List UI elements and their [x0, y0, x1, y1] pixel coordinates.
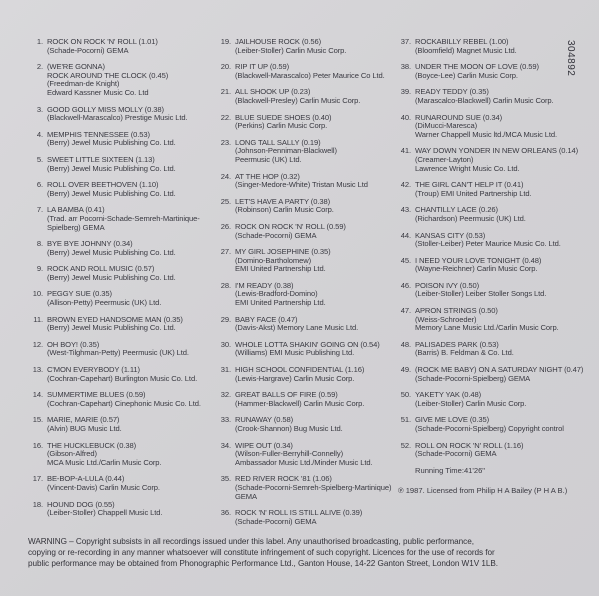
track-item	[398, 206, 578, 223]
track-number: 40.	[400, 112, 411, 122]
track-number: 7.	[36, 205, 43, 215]
track-credit: (Perkins) Carlin Music Corp.	[235, 121, 328, 131]
track-title: PEGGY SUE (0.35)	[47, 289, 112, 299]
track-credit: (Schade-Pocorni) GEMA	[235, 516, 317, 526]
track-title: RED RIVER ROCK '81 (1.06)	[235, 474, 332, 484]
track-number: 12.	[32, 339, 43, 349]
track-credit: (Trad. arr Pocorni-Schade-Semreh-Martinique-	[47, 213, 200, 223]
track-credit: (Leiber-Stoller) Carlin Music Corp.	[235, 45, 347, 55]
track-item	[218, 88, 396, 105]
track-title: HOUND DOG (0.55)	[47, 499, 115, 509]
track-title: ROCK 'N' ROLL IS STILL ALIVE (0.39)	[235, 508, 363, 518]
track-credit: (Singer-Medore-White) Tristan Music Ltd	[235, 180, 368, 190]
track-item	[218, 63, 396, 80]
track-item	[398, 88, 578, 105]
track-title: HIGH SCHOOL CONFIDENTIAL (1.16)	[235, 365, 365, 375]
track-item	[218, 223, 396, 240]
track-column-2	[218, 38, 396, 534]
track-credit: (Hammer-Blackwell) Carlin Music Corp.	[235, 398, 365, 408]
track-credit: ROCK AROUND THE CLOCK (0.45)	[47, 70, 169, 80]
track-item	[218, 38, 396, 55]
track-credit: (Stoller-Leiber) Peter Maurice Music Co. Ltd.	[415, 239, 561, 249]
track-number: 10.	[32, 289, 43, 299]
track-credit: (Lewis-Hargrave) Carlin Music Corp.	[235, 373, 355, 383]
track-credit: (Blackwell-Presley) Carlin Music Corp.	[235, 95, 361, 105]
track-title: ROCK ON ROCK 'N' ROLL (1.01)	[47, 37, 158, 46]
track-item	[398, 416, 578, 433]
track-item	[30, 181, 208, 198]
track-credit: (Alvin) BUG Music Ltd.	[47, 424, 122, 433]
track-number: 48.	[400, 339, 411, 349]
track-number: 1.	[36, 37, 43, 46]
track-credit: (Barris) B. Feldman & Co. Ltd.	[415, 348, 514, 358]
track-number: 9.	[36, 264, 43, 274]
track-item	[30, 341, 208, 358]
track-credit: Spielberg) GEMA	[47, 222, 105, 232]
track-number: 29.	[220, 314, 231, 324]
track-title: THE GIRL CAN'T HELP IT (0.41)	[415, 180, 524, 190]
track-credit: (Berry) Jewel Music Publishing Co. Ltd.	[47, 247, 176, 257]
track-title: ALL SHOOK UP (0.23)	[235, 87, 311, 97]
track-title: READY TEDDY (0.35)	[415, 87, 489, 97]
track-credit: (Davis-Akst) Memory Lane Music Ltd.	[235, 323, 359, 333]
track-title: LA BAMBA (0.41)	[47, 205, 105, 215]
track-credit: (Leiber-Stoller) Leiber Stoller Songs Ltd.	[415, 289, 547, 299]
track-title: (WE'RE GONNA)	[47, 62, 105, 72]
track-credit: (Johnson-Penniman-Blackwell)	[235, 146, 337, 156]
track-number: 11.	[33, 314, 43, 324]
track-number: 32.	[220, 390, 231, 400]
warning-line: WARNING – Copyright subsists in all recordings issued under this label. Any unauthorised broadcasting, public performance,	[28, 537, 474, 546]
track-title: POISON IVY (0.50)	[415, 280, 479, 290]
track-item	[30, 156, 208, 173]
track-item	[398, 282, 578, 299]
track-credit: Ambassador Music Ltd./Minder Music Ltd.	[235, 457, 373, 467]
track-credit: (Weiss-Schroeder)	[415, 314, 477, 324]
licence-note: ℗ 1987. Licensed from Philip H A Bailey (P H A B.)	[398, 486, 568, 496]
track-credit: MCA Music Ltd./Carlin Music Corp.	[47, 457, 162, 467]
track-number: 50.	[400, 390, 411, 400]
track-item	[398, 63, 578, 80]
track-title: BYE BYE JOHNNY (0.34)	[47, 239, 133, 249]
track-credit: (Schade-Pocorni-Spielberg) GEMA	[415, 373, 531, 383]
track-item	[218, 248, 396, 274]
track-number: 30.	[220, 339, 231, 349]
track-number: 44.	[400, 230, 411, 240]
track-title: ROCK ON ROCK 'N' ROLL (0.59)	[235, 221, 346, 231]
track-item	[30, 131, 208, 148]
track-credit: Edward Kassner Music Co. Ltd	[47, 87, 149, 97]
track-item	[30, 366, 208, 383]
track-item	[30, 265, 208, 282]
track-number: 46.	[400, 280, 411, 290]
track-item	[218, 509, 396, 526]
track-item	[398, 391, 578, 408]
track-credit: EMI United Partnership Ltd.	[235, 264, 326, 274]
track-credit: (Wilson-Fuller-Berryhill-Connelly)	[235, 449, 343, 459]
track-credit: (Schade-Pocorni) GEMA	[235, 230, 317, 240]
track-title: RIP IT UP (0.59)	[235, 62, 290, 72]
track-title: (ROCK ME BABY) ON A SATURDAY NIGHT (0.47)	[415, 365, 584, 375]
track-number: 31.	[220, 365, 231, 375]
track-credit: (Richardson) Peermusic (UK) Ltd.	[415, 213, 526, 223]
track-title: UNDER THE MOON OF LOVE (0.59)	[415, 62, 539, 72]
track-credit: (Crook-Shannon) Bug Music Ltd.	[235, 424, 343, 433]
track-title: GIVE ME LOVE (0.35)	[415, 415, 490, 425]
track-number: 36.	[220, 508, 231, 518]
track-item	[218, 282, 396, 308]
track-item	[30, 290, 208, 307]
track-item	[398, 232, 578, 249]
track-item	[30, 501, 208, 518]
track-item	[30, 240, 208, 257]
track-credit: (Schade-Pocorni) GEMA	[47, 45, 129, 55]
track-title: ROLL OVER BEETHOVEN (1.10)	[47, 180, 159, 190]
track-credit: EMI United Partnership Ltd.	[235, 298, 326, 308]
track-credit: (Bloomfield) Magnet Music Ltd.	[415, 45, 517, 55]
track-title: APRON STRINGS (0.50)	[415, 306, 498, 316]
track-credit: (Lewis-Bradford-Domino)	[235, 289, 318, 299]
track-credit: (Cochran-Capehart) Burlington Music Co. Ltd.	[47, 373, 198, 383]
track-item	[218, 416, 396, 433]
track-credit: (Berry) Jewel Music Publishing Co. Ltd.	[47, 272, 176, 282]
track-number: 47.	[400, 306, 411, 316]
track-item	[218, 341, 396, 358]
track-credit: GEMA	[235, 491, 257, 501]
track-item	[398, 114, 578, 140]
track-title: C'MON EVERYBODY (1.11)	[47, 365, 140, 375]
track-number: 5.	[36, 154, 43, 164]
track-credit: (Blackwell-Marascalco) Peter Maurice Co Ltd.	[235, 70, 385, 80]
track-item	[398, 442, 578, 459]
track-number: 19.	[220, 37, 231, 46]
track-item	[218, 114, 396, 131]
track-item	[30, 391, 208, 408]
track-number: 28.	[220, 280, 231, 290]
track-title: RUNAROUND SUE (0.34)	[415, 112, 503, 122]
track-title: SUMMERTIME BLUES (0.59)	[47, 390, 146, 400]
track-number: 23.	[220, 137, 231, 147]
track-title: WIPE OUT (0.34)	[235, 440, 293, 450]
track-credit: (Schade-Pocorni-Semreh-Spielberg-Martinique)	[235, 482, 392, 492]
track-item	[398, 307, 578, 333]
track-number: 45.	[400, 255, 411, 265]
track-number: 15.	[32, 415, 43, 425]
track-title: MEMPHIS TENNESSEE (0.53)	[47, 129, 150, 139]
track-number: 27.	[220, 247, 231, 257]
track-number: 17.	[32, 474, 43, 484]
track-credit: (Blackwell-Marascalco) Prestige Music Ltd.	[47, 113, 188, 123]
track-credit: (DiMucci-Maresca)	[415, 121, 478, 131]
track-title: PALISADES PARK (0.53)	[415, 339, 499, 349]
track-item	[218, 475, 396, 501]
track-title: JAILHOUSE ROCK (0.56)	[235, 37, 322, 46]
track-title: YAKETY YAK (0.48)	[415, 390, 482, 400]
track-credit: (Leiber-Stoller) Carlin Music Corp.	[415, 398, 527, 408]
track-number: 51.	[400, 415, 411, 425]
track-item	[218, 198, 396, 215]
track-credit: (Berry) Jewel Music Publishing Co. Ltd.	[47, 323, 176, 333]
track-item	[218, 366, 396, 383]
track-credit: (Boyce-Lee) Carlin Music Corp.	[415, 70, 518, 80]
track-number: 22.	[220, 112, 231, 122]
track-title: BLUE SUEDE SHOES (0.40)	[235, 112, 332, 122]
track-number: 49.	[400, 365, 411, 375]
track-title: RUNAWAY (0.58)	[235, 415, 294, 425]
track-item	[218, 442, 396, 468]
track-number: 35.	[220, 474, 231, 484]
track-title: I'M READY (0.38)	[235, 280, 294, 290]
running-time: Running Time:41'26"	[415, 465, 486, 475]
track-number: 34.	[220, 440, 231, 450]
track-title: GOOD GOLLY MISS MOLLY (0.38)	[47, 104, 164, 114]
track-item	[218, 391, 396, 408]
track-credit: (Berry) Jewel Music Publishing Co. Ltd.	[47, 188, 176, 198]
track-number: 24.	[220, 171, 231, 181]
track-item	[218, 173, 396, 190]
track-credit: (Williams) EMI Music Publishing Ltd.	[235, 348, 355, 358]
track-title: MARIE, MARIE (0.57)	[47, 415, 120, 425]
track-credit: (Cochran-Capehart) Cinephonic Music Co. Ltd.	[47, 398, 201, 408]
track-item	[30, 63, 208, 97]
track-item	[30, 416, 208, 433]
track-credit: (West-Tilghman-Petty) Peermusic (UK) Ltd.	[47, 348, 189, 358]
copyright-warning	[28, 537, 573, 569]
track-credit: (Robinson) Carlin Music Corp.	[235, 205, 334, 215]
track-number: 14.	[32, 390, 43, 400]
track-item	[30, 106, 208, 123]
track-number: 38.	[400, 62, 411, 72]
track-title: I NEED YOUR LOVE TONIGHT (0.48)	[415, 255, 542, 265]
track-credit: (Vincent-Davis) Carlin Music Corp.	[47, 482, 160, 492]
track-title: OH BOY! (0.35)	[47, 339, 100, 349]
track-credit: Warner Chappell Music ltd./MCA Music Ltd.	[415, 129, 558, 139]
track-credit: Memory Lane Music Ltd./Carlin Music Corp.	[415, 323, 559, 333]
track-credit: Peermusic (UK) Ltd.	[235, 154, 302, 164]
track-item	[218, 316, 396, 333]
track-column-3	[398, 37, 584, 496]
warning-line: public performance may be obtained from Phonographic Performance Ltd., Ganton House, 14-22 Ganton Street, London W1V 1LB.	[28, 558, 499, 568]
track-title: WAY DOWN YONDER IN NEW ORLEANS (0.14)	[415, 146, 579, 156]
track-number: 39.	[400, 87, 411, 97]
track-item	[30, 475, 208, 492]
track-title: MY GIRL JOSEPHINE (0.35)	[235, 247, 331, 257]
track-item	[398, 147, 578, 173]
track-title: THE HUCKLEBUCK (0.38)	[47, 440, 137, 450]
track-credit: (Domino-Bartholomew)	[235, 255, 312, 265]
track-number: 52.	[400, 440, 411, 450]
track-credit: (Marascalco-Blackwell) Carlin Music Corp.	[415, 95, 554, 105]
track-number: 37.	[400, 37, 411, 46]
track-number: 3.	[36, 104, 43, 114]
track-title: SWEET LITTLE SIXTEEN (1.13)	[47, 154, 155, 164]
track-title: GREAT BALLS OF FIRE (0.59)	[235, 390, 338, 400]
track-credit: (Gibson-Alfred)	[47, 449, 97, 459]
track-number: 25.	[220, 196, 231, 206]
track-title: WHOLE LOTTA SHAKIN' GOING ON (0.54)	[235, 339, 380, 349]
track-credit: (Wayne-Reichner) Carlin Music Corp.	[415, 264, 538, 274]
track-number: 4.	[36, 129, 43, 139]
track-column-1	[30, 38, 208, 526]
track-credit: (Berry) Jewel Music Publishing Co. Ltd.	[47, 138, 176, 148]
track-credit: (Freedman-de Knight)	[47, 79, 120, 89]
track-credit: (Schade-Pocorni-Spielberg) Copyright control	[415, 424, 564, 433]
track-number: 6.	[36, 180, 43, 190]
track-item	[218, 139, 396, 165]
track-item	[30, 206, 208, 232]
track-number: 42.	[400, 180, 411, 190]
track-number: 8.	[36, 239, 43, 249]
track-title: BABY FACE (0.47)	[235, 314, 298, 324]
track-number: 43.	[400, 205, 411, 215]
track-number: 26.	[220, 221, 231, 231]
track-number: 41.	[400, 146, 411, 156]
track-item	[30, 442, 208, 468]
track-credit: (Berry) Jewel Music Publishing Co. Ltd.	[47, 163, 176, 173]
track-title: AT THE HOP (0.32)	[235, 171, 300, 181]
track-item	[398, 341, 578, 358]
catalog-number: 304892	[565, 40, 576, 77]
track-title: BROWN EYED HANDSOME MAN (0.35)	[47, 314, 183, 324]
track-number: 18.	[32, 499, 43, 509]
track-title: ROLL ON ROCK 'N' ROLL (1.16)	[415, 440, 524, 450]
track-number: 16.	[32, 440, 43, 450]
track-credit: (Schade-Pocorni) GEMA	[415, 449, 497, 459]
track-item	[30, 38, 208, 55]
track-title: ROCKABILLY REBEL (1.00)	[415, 37, 509, 46]
track-title: KANSAS CITY (0.53)	[415, 230, 486, 240]
track-item	[398, 181, 578, 198]
track-title: LONG TALL SALLY (0.19)	[235, 137, 321, 147]
track-title: CHANTILLY LACE (0.26)	[415, 205, 498, 215]
track-number: 20.	[220, 62, 231, 72]
track-title: LET'S HAVE A PARTY (0.38)	[235, 196, 331, 206]
track-credit: (Allison-Petty) Peermusic (UK) Ltd.	[47, 298, 162, 308]
track-item	[398, 365, 584, 383]
track-credit: Lawrence Wright Music Co. Ltd.	[415, 163, 520, 173]
track-item	[398, 38, 578, 55]
track-item	[30, 316, 208, 333]
track-credit: (Troup) EMI United Partnership Ltd.	[415, 188, 532, 198]
track-credit: (Leiber-Stoller) Chappell Music Ltd.	[47, 508, 163, 518]
track-item	[398, 257, 578, 274]
track-number: 21.	[220, 87, 231, 97]
track-number: 13.	[32, 365, 43, 375]
warning-line: copying or re-recording in any manner whatsoever will constitute infringement of such copyright. Licences for the use of records for	[28, 547, 495, 557]
track-credit: (Creamer-Layton)	[415, 154, 474, 164]
track-title: BE-BOP-A-LULA (0.44)	[47, 474, 125, 484]
track-number: 33.	[220, 415, 231, 425]
track-number: 2.	[36, 62, 43, 72]
track-title: ROCK AND ROLL MUSIC (0.57)	[47, 264, 155, 274]
